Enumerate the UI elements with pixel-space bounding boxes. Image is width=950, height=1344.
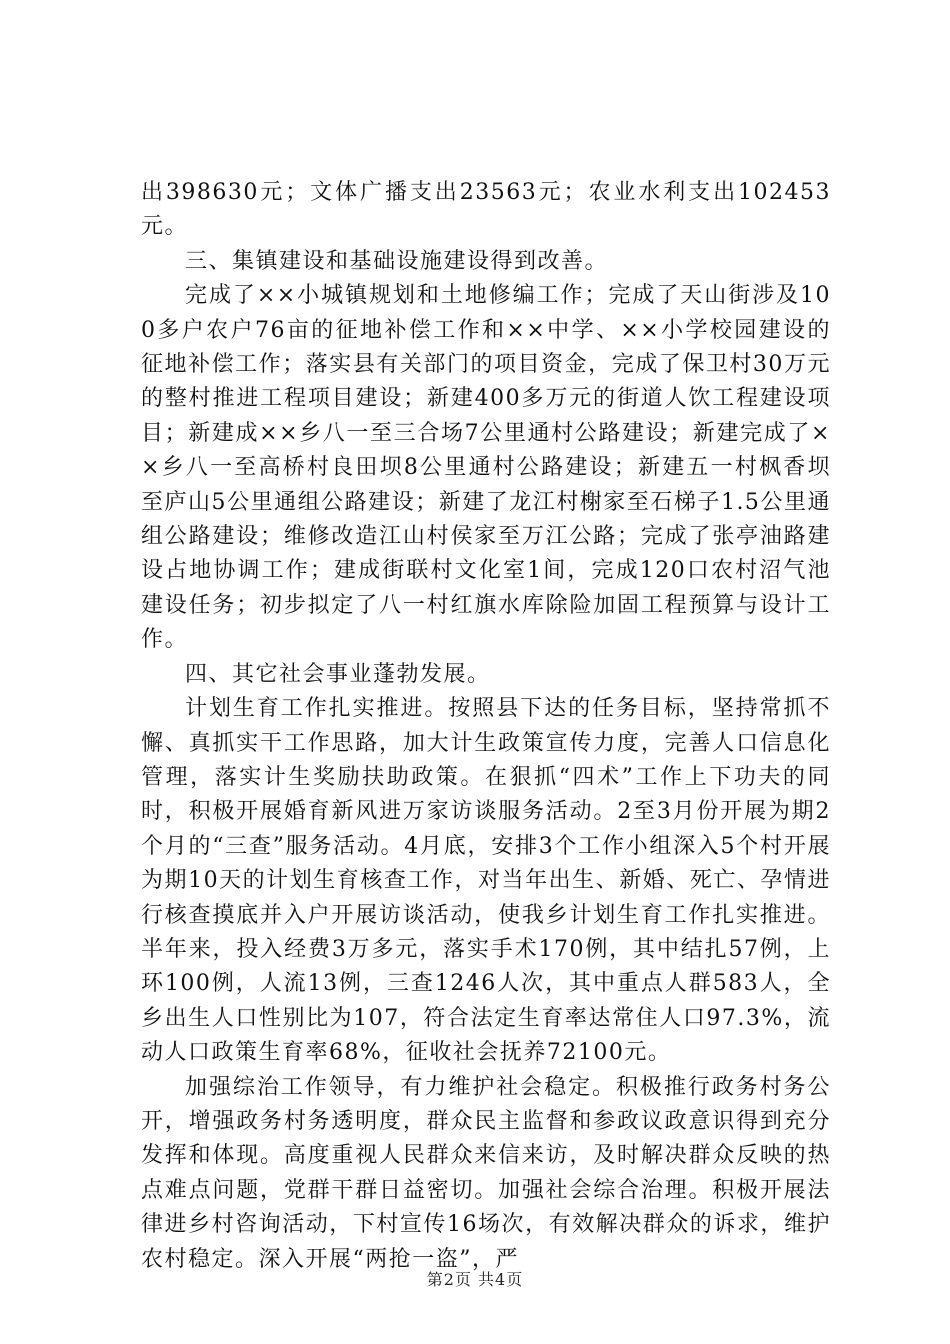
document-body (141, 176, 831, 1277)
paragraph-family-planning: 计划生育工作扎实推进。按照县下达的任务目标，坚持常抓不懈、真抓实干工作思路，加大计生政策宣传力度，完善人口信息化管理，落实计生奖励扶助政策。在狠抓“四术”工作上下功夫的同时，积极开展婚育新风进万家访谈服务活动。2至3月份开展为期2个月的“三查”服务活动。4月底，安排3个工作小组深入5个村开展为期10天的计划生育核查工作，对当年出生、新婚、死亡、孕情进行核查摸底并入户开展访谈活动，使我乡计划生育工作扎实推进。半年来，投入经费3万多元，落实手术170例，其中结扎57例，上环100例，人流13例，三查1246人次，其中重点人群583人，全乡出生人口性别比为107，符合法定生育率达常住人口97.3%，流动人口政策生育率68%，征收社会抚养72100元。 (141, 696, 831, 1066)
paragraph-social-stability: 加强综治工作领导，有力维护社会稳定。积极推行政务村务公开，增强政务村务透明度，群众民主监督和参政议政意识得到充分发挥和体现。高度重视人民群众来信来访，及时解决群众反映的热点难点问题，党群干群日益密切。加强社会综合治理。积极开展法律进乡村咨询活动，下村宣传16场次，有效解决群众的诉求，维护农村稳定。深入开展“两抢一盗”，严 (141, 1074, 831, 1272)
page-footer: 第2页 共4页 (426, 1270, 524, 1289)
section-heading-town-construction: 三、集镇建设和基础设施建设得到改善。 (185, 248, 609, 274)
paragraph-budget-continuation: 出398630元；文体广播支出23563元；农业水利支出102453元。 (141, 180, 831, 240)
paragraph-infrastructure: 完成了××小城镇规划和土地修编工作；完成了天山街涉及100多户农户76亩的征地补偿工作和××中学、××小学校园建设的征地补偿工作；落实县有关部门的项目资金，完成了保卫村30万元的整村推进工程项目建设；新建400多万元的街道人饮工程建设项目；新建成××乡八一至三合场7公里通村公路建设；新建完成了××乡八一至高桥村良田坝8公里通村公路建设；新建五一村枫香坝至庐山5公里通组公路建设；新建了龙江村榭家至石梯子1.5公里通组公路建设；维修改造江山村侯家至万江公路；完成了张亭油路建设占地协调工作；建成街联村文化室1间，完成120口农村沼气池建设任务；初步拟定了八一村红旗水库除险加固工程预算与设计工作。 (141, 283, 831, 653)
section-heading-social-affairs: 四、其它社会事业蓬勃发展。 (185, 661, 491, 687)
